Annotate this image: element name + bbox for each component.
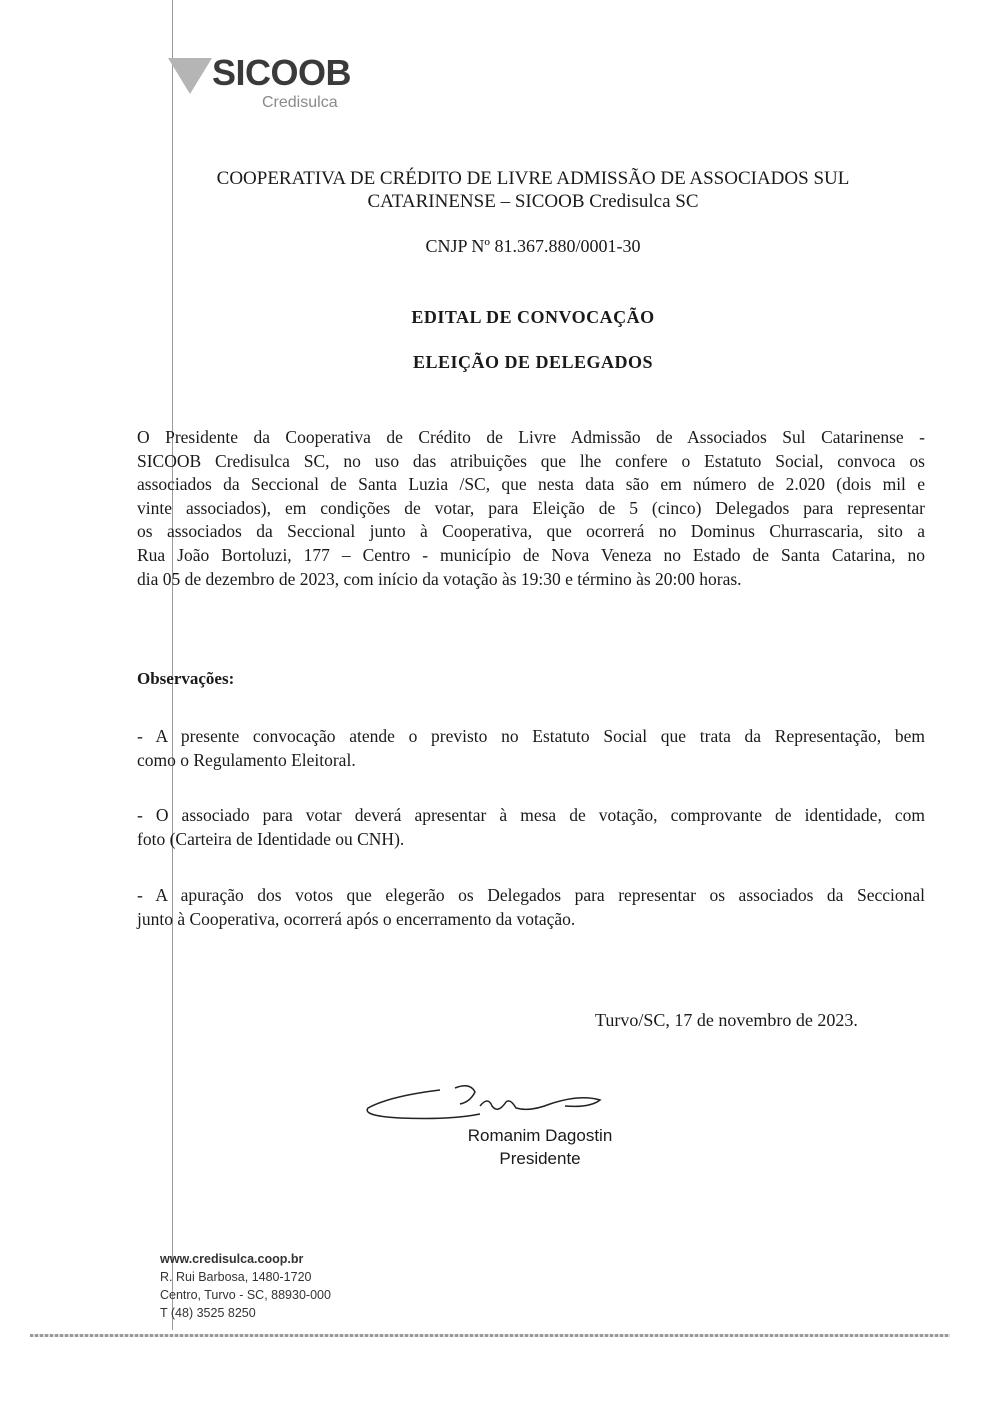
sicoob-logo-icon bbox=[168, 58, 212, 94]
signatory-name: Romanim Dagostin bbox=[467, 1126, 613, 1145]
footer-address-1: R. Rui Barbosa, 1480-1720 bbox=[160, 1270, 312, 1284]
observation-line: foto (Carteira de Identidade ou CNH). bbox=[137, 828, 405, 849]
footer-phone: T (48) 3525 8250 bbox=[160, 1306, 256, 1320]
observation-item bbox=[137, 804, 925, 851]
body-line: SICOOB Credisulca SC, no uso das atribuições que lhe confere o Estatuto Social, convoca os bbox=[137, 450, 925, 471]
observation-line: - O associado para votar deverá apresentar à mesa de votação, comprovante de identidade, com bbox=[137, 805, 925, 825]
place-date: Turvo/SC, 17 de novembro de 2023. bbox=[595, 1010, 858, 1030]
logo-name: SICOOB bbox=[212, 52, 352, 93]
logo-subname: Credisulca bbox=[262, 94, 338, 111]
handwritten-signature bbox=[360, 1078, 610, 1128]
sicoob-logo bbox=[168, 52, 368, 122]
body-line: dia 05 de dezembro de 2023, com início da votação às 19:30 e término às 20:00 horas. bbox=[137, 568, 742, 589]
footer-address-2: Centro, Turvo - SC, 88930-000 bbox=[160, 1288, 331, 1302]
body-line: associados da Seccional de Santa Luzia /SC, que nesta data são em número de 2.020 (dois mil e bbox=[137, 474, 925, 495]
body-paragraph bbox=[137, 426, 925, 591]
observation-item bbox=[137, 884, 925, 931]
document-title: EDITAL DE CONVOCAÇÃO bbox=[411, 307, 655, 327]
scan-artifact-bottom bbox=[30, 1334, 950, 1337]
observation-line: - A apuração dos votos que elegerão os Delegados para representar os associados da Seccional bbox=[137, 885, 925, 905]
body-line: os associados da Seccional junto à Cooperativa, que ocorrerá no Dominus Churrascaria, sito a bbox=[137, 521, 925, 542]
body-line: Rua João Bortoluzi, 177 – Centro - município de Nova Veneza no Estado de Santa Catarina, no bbox=[137, 544, 925, 565]
observation-line: como o Regulamento Eleitoral. bbox=[137, 749, 356, 770]
header-line-1: COOPERATIVA DE CRÉDITO DE LIVRE ADMISSÃO DE ASSOCIADOS SUL bbox=[216, 168, 850, 189]
signatory-role: Presidente bbox=[499, 1149, 581, 1168]
body-line: vinte associados), em condições de votar, para Eleição de 5 (cinco) Delegados para representar bbox=[137, 497, 925, 518]
observation-line: - A presente convocação atende o previsto no Estatuto Social que trata da Representação, bem bbox=[137, 726, 925, 746]
document-subtitle: ELEIÇÃO DE DELEGADOS bbox=[412, 352, 654, 372]
body-line: O Presidente da Cooperativa de Crédito de Livre Admissão de Associados Sul Catarinense - bbox=[137, 427, 925, 447]
header-line-2: CATARINENSE – SICOOB Credisulca SC bbox=[367, 191, 699, 212]
footer-contact bbox=[160, 1250, 331, 1322]
observation-line: junto à Cooperativa, ocorrerá após o encerramento da votação. bbox=[137, 908, 576, 929]
observations-heading: Observações: bbox=[137, 669, 235, 688]
footer-website: www.credisulca.coop.br bbox=[160, 1252, 304, 1266]
observation-item bbox=[137, 725, 925, 772]
cnpj: CNJP Nº 81.367.880/0001-30 bbox=[425, 236, 641, 256]
